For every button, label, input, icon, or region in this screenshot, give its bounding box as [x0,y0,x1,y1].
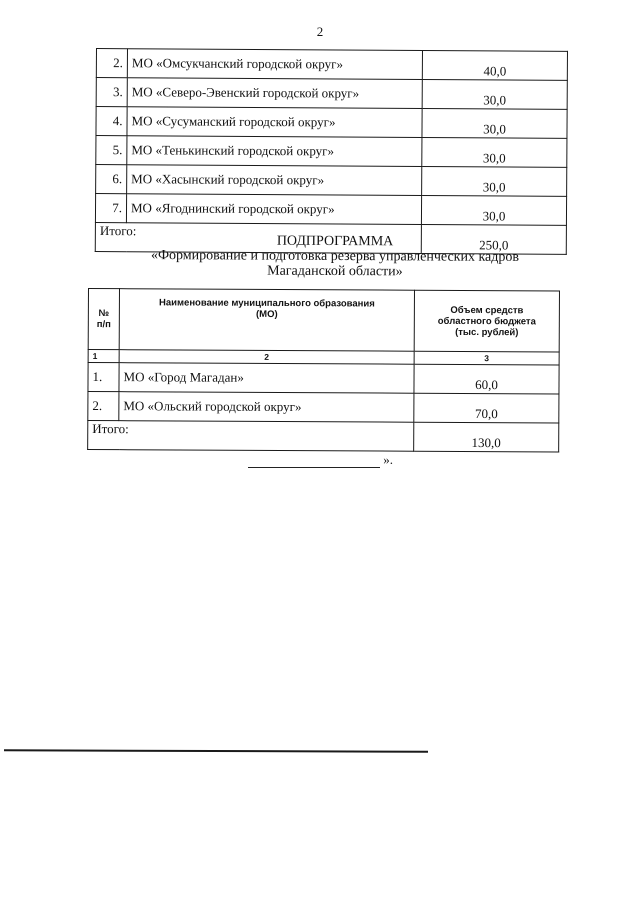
page-number: 2 [316,24,324,39]
municipality-name: МО «Хасынский городской округ» [127,165,422,196]
subprogram-title-line: Магаданской области» [267,263,403,280]
table-row [96,165,567,197]
table-row [88,363,559,394]
table-row [95,194,566,226]
subprogram-title-block [100,233,570,280]
row-number: 7. [95,194,126,223]
row-number: 5. [96,136,127,165]
row-number: 2. [96,49,127,78]
signature-underline [248,455,380,468]
header-name-line: Наименование муниципального образования [159,297,375,310]
budget-value: 60,0 [414,364,559,394]
municipality-name: МО «Тенькинский городской округ» [127,136,422,167]
allocation-table [95,48,568,255]
header-name-line: (МО) [256,308,278,320]
municipality-name: МО «Сусуманский городской округ» [127,107,422,138]
row-number: 4. [96,107,127,136]
column-index: 1 [88,350,119,363]
total-label: Итого: [88,421,414,452]
municipality-name: МО «Омсукчанский городской округ» [127,49,422,80]
budget-value: 30,0 [422,166,567,196]
total-value: 250,0 [421,224,566,254]
row-number: 3. [96,78,127,107]
column-index: 2 [119,350,414,365]
budget-value: 30,0 [422,108,567,138]
header-budget-line: (тыс. рублей) [455,326,519,338]
closing-line [248,452,393,468]
column-index: 3 [414,351,559,365]
header-number [88,289,119,350]
budget-value: 40,0 [422,50,567,80]
closing-quote-mark: ». [383,452,393,467]
header-row [88,289,559,352]
row-number: 2. [88,392,119,421]
table-row [96,136,567,168]
subprogram-heading: ПОДПРОГРАММА [276,233,394,250]
header-number-line: п/п [96,319,111,331]
header-budget-line: Объем средств [450,304,524,316]
municipality-name: МО «Ягоднинский городской округ» [126,194,421,225]
subprogram-title-line: «Формирование и подготовка резерва управленческих кадров [150,248,520,265]
total-value: 130,0 [414,422,559,452]
budget-value: 70,0 [414,393,559,423]
header-budget-line: областного бюджета [437,315,536,327]
municipality-name: МО «Ольский городской округ» [119,392,414,423]
table-row [96,107,567,139]
municipality-name: МО «Город Магадан» [119,363,414,394]
table-row [96,78,567,110]
header-municipality [119,289,414,352]
table-row [88,392,559,423]
total-label: Итого: [95,222,421,253]
municipality-name: МО «Северо-Эвенский городской округ» [127,78,422,109]
row-number: 1. [88,363,119,392]
header-number-line: № [98,308,110,320]
budget-value: 30,0 [421,195,566,225]
table-row [96,49,567,81]
header-budget [414,290,559,352]
row-number: 6. [96,165,127,194]
budget-value: 30,0 [422,137,567,167]
footer-divider [4,749,428,752]
subprogram-table [87,288,560,452]
budget-value: 30,0 [422,79,567,109]
total-row [88,421,559,452]
